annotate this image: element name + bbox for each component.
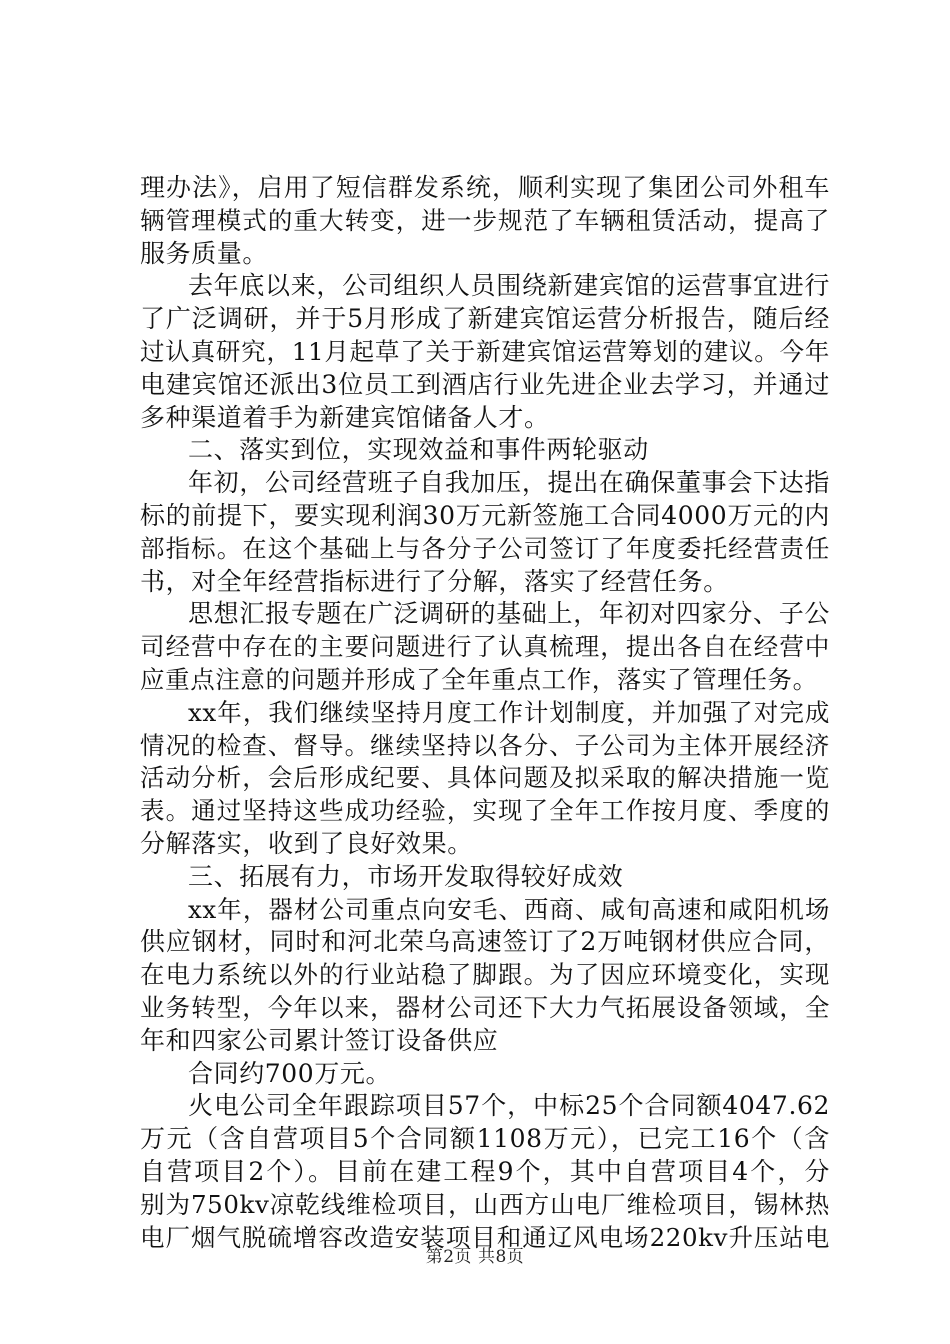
text-line: 辆管理模式的重大转变，进一步规范了车辆租赁活动，提高了 [140,205,830,235]
text-line: 电建宾馆还派出3位员工到酒店行业先进企业去学习，并通过 [140,369,830,399]
text-line: 部指标。在这个基础上与各分子公司签订了年度委托经营责任 [140,533,830,563]
text-line: 分解落实，收到了良好效果。 [140,828,473,858]
text-line: 表。通过坚持这些成功经验，实现了全年工作按月度、季度的 [140,796,830,826]
document-body [140,172,830,1254]
text-line: 三、拓展有力，市场开发取得较好成效 [188,861,624,891]
text-line: 二、落实到位，实现效益和事件两轮驱动 [188,435,649,465]
text-line: 自营项目2个）。目前在建工程9个，其中自营项目4个，分 [140,1156,830,1186]
text-line: 年初，公司经营班子自我加压，提出在确保董事会下达指 [188,468,830,498]
text-line: 服务质量。 [140,238,269,268]
text-line: 过认真研究，11月起草了关于新建宾馆运营筹划的建议。今年 [140,336,830,366]
text-line: 活动分析，会后形成纪要、具体问题及拟采取的解决措施一览 [140,763,830,793]
text-line: 司经营中存在的主要问题进行了认真梳理，提出各自在经营中 [140,632,830,662]
text-line: xx年，我们继续坚持月度工作计划制度，并加强了对完成 [188,697,830,727]
text-line: 火电公司全年跟踪项目57个，中标25个合同额4047.62 [188,1091,830,1121]
text-line: 标的前提下，要实现利润30万元新签施工合同4000万元的内 [140,500,830,530]
text-line: 年和四家公司累计签订设备供应 [140,1025,499,1055]
text-line: 供应钢材，同时和河北荣乌高速签订了2万吨钢材供应合同， [140,927,830,957]
page-footer: 第2页 共8页 [425,1247,525,1267]
text-line: 电厂烟气脱硫增容改造安装项目和通辽风电场220kv升压站电 [140,1222,830,1252]
text-line: 业务转型，今年以来，器材公司还下大力气拓展设备领域，全 [140,992,830,1022]
text-line: 书，对全年经营指标进行了分解，落实了经营任务。 [140,566,729,596]
text-line: 理办法》，启用了短信群发系统，顺利实现了集团公司外租车 [140,173,830,202]
text-line: 了广泛调研，并于5月形成了新建宾馆运营分析报告，随后经 [140,304,830,334]
text-line: 万元（含自营项目5个合同额1108万元），已完工16个（含 [140,1124,830,1154]
text-line: 别为750kv凉乾线维检项目，山西方山电厂维检项目，锡林热 [140,1189,830,1219]
text-line: xx年，器材公司重点向安毛、西商、咸旬高速和咸阳机场 [188,894,830,924]
text-line: 去年底以来，公司组织人员围绕新建宾馆的运营事宜进行 [188,271,830,301]
text-line: 情况的检查、督导。继续坚持以各分、子公司为主体开展经济 [140,730,830,760]
text-line: 在电力系统以外的行业站稳了脚跟。为了因应环境变化，实现 [140,960,830,990]
text-line: 思想汇报专题在广泛调研的基础上，年初对四家分、子公 [188,599,830,629]
text-line: 多种渠道着手为新建宾馆储备人才。 [140,402,550,432]
text-line: 应重点注意的问题并形成了全年重点工作，落实了管理任务。 [140,664,818,694]
text-line: 合同约700万元。 [188,1058,392,1088]
